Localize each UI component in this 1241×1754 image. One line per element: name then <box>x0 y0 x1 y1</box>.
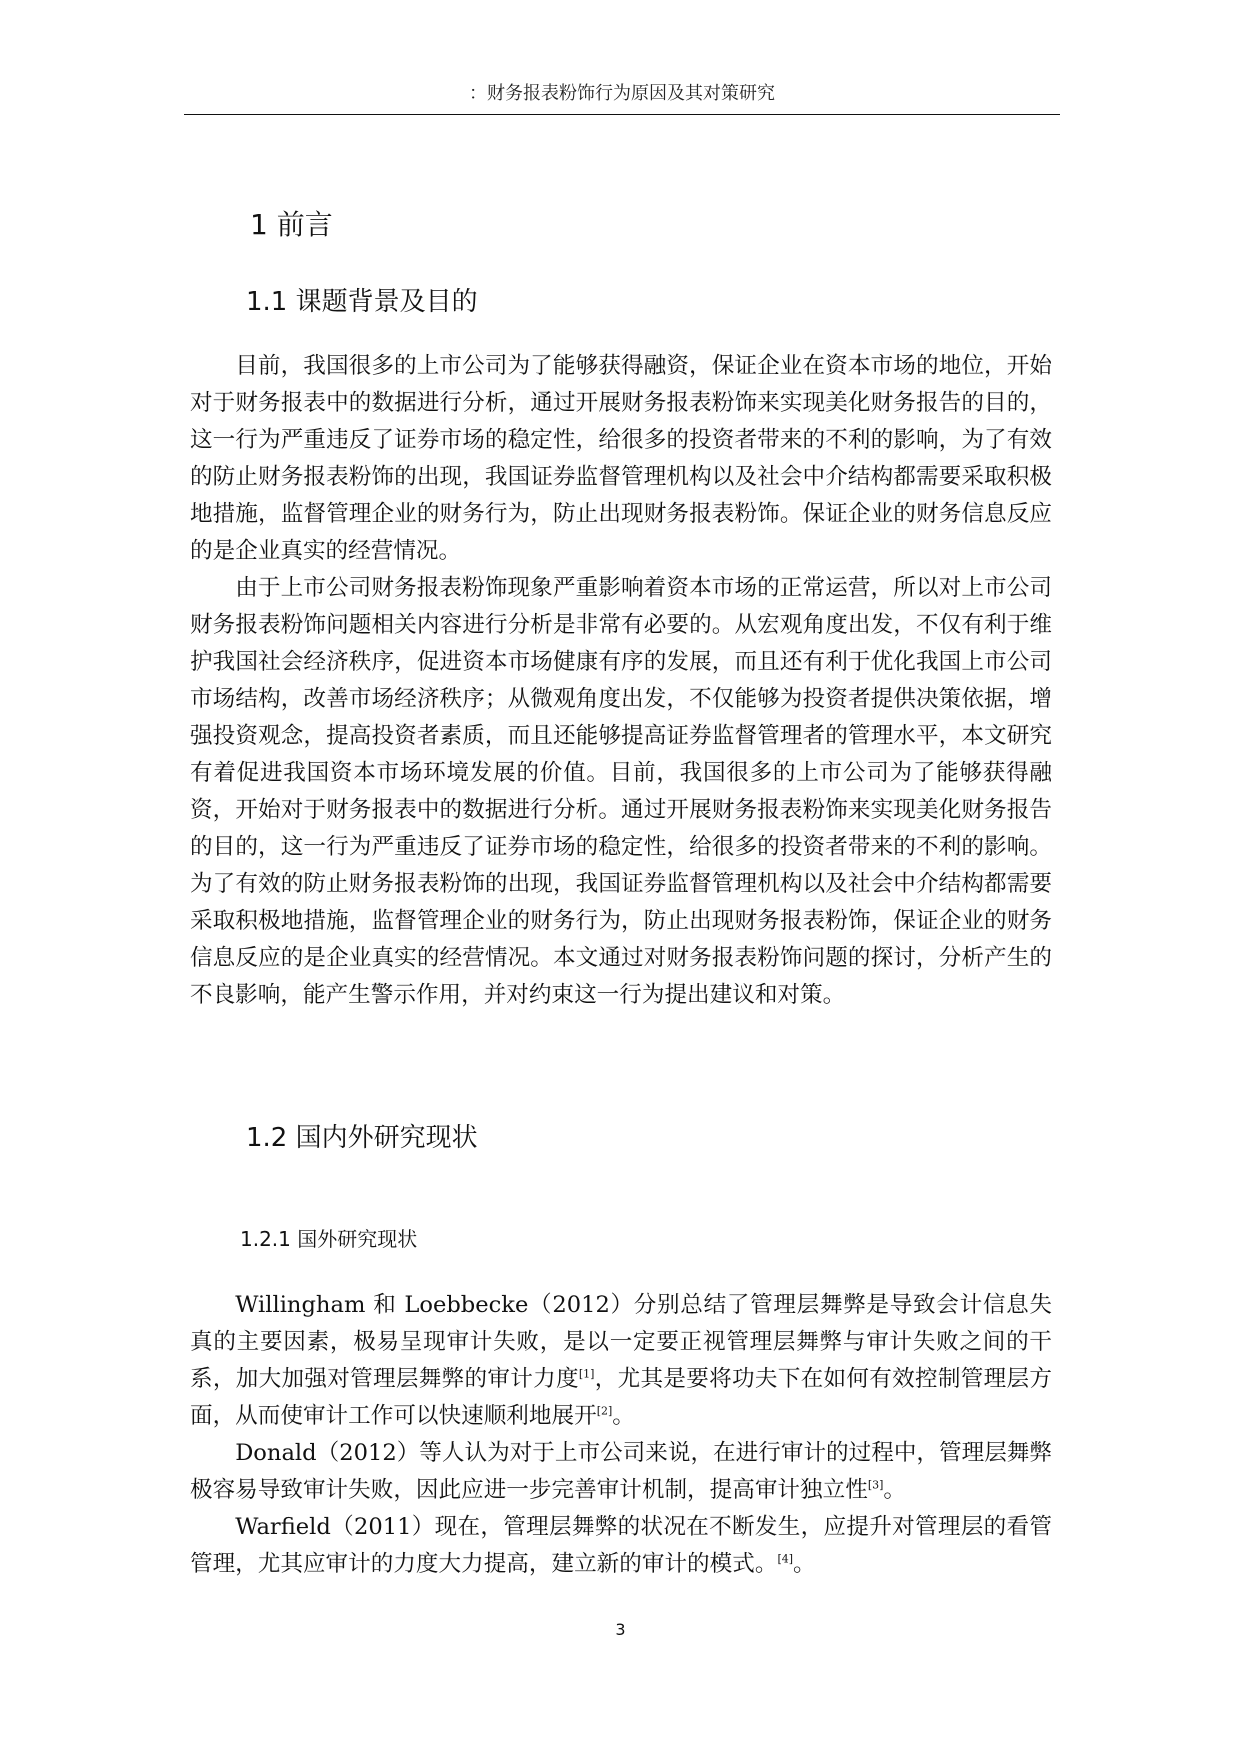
chapter-title: 1 前言 <box>250 208 333 241</box>
paragraph <box>190 1509 1052 1583</box>
paragraph: 目前，我国很多的上市公司为了能够获得融资，保证企业在资本市场的地位，开始对于财务报表中的数据进行分析，通过开展财务报表粉饰来实现美化财务报告的目的，这一行为严重违反了证券市场的稳定性，给很多的投资者带来的不利的影响，为了有效的防止财务报表粉饰的出现，我国证券监督管理机构以及社会中介结构都需要采取积极地措施，监督管理企业的财务行为，防止出现财务报表粉饰。保证企业的财务信息反应的是企业真实的经营情况。 <box>190 353 1052 564</box>
text: 。 <box>793 1551 816 1577</box>
page-number: 3 <box>615 1620 626 1639</box>
text: Donald（2012）等人认为对于上市公司来说，在进行审计的过程中，管理层舞弊极容易导致审计失败，因此应进一步完善审计机制，提高审计独立性 <box>190 1440 1052 1503</box>
paragraph <box>190 1435 1052 1509</box>
section-1-2-1-body <box>190 1287 1052 1583</box>
text: ，尤其是要将功夫下在如何有效控制管理层方面，从而使审计工作可以快速顺利地展开 <box>190 1366 1053 1429</box>
section-title-1-2: 1.2 国内外研究现状 <box>246 1123 478 1153</box>
section-title-1-1: 1.1 课题背景及目的 <box>246 287 478 317</box>
paragraph: 由于上市公司财务报表粉饰现象严重影响着资本市场的正常运营，所以对上市公司财务报表粉饰问题相关内容进行分析是非常有必要的。从宏观角度出发，不仅有利于维护我国社会经济秩序，促进资本市场健康有序的发展，而且还有利于优化我国上市公司市场结构，改善市场经济秩序；从微观角度出发，不仅能够为投资者提供决策依据，增强投资观念，提高投资者素质，而且还能够提高证券监督管理者的管理水平，本文研究有着促进我国资本市场环境发展的价值。目前，我国很多的上市公司为了能够获得融资，开始对于财务报表中的数据进行分析。通过开展财务报表粉饰来实现美化财务报告的目的，这一行为严重违反了证券市场的稳定性，给很多的投资者带来的不利的影响。为了有效的防止财务报表粉饰的出现，我国证券监督管理机构以及社会中介结构都需要采取积极地措施，监督管理企业的财务行为，防止出现财务报表粉饰，保证企业的财务信息反应的是企业真实的经营情况。本文通过对财务报表粉饰问题的探讨，分析产生的不良影响，能产生警示作用，并对约束这一行为提出建议和对策。 <box>190 575 1052 1008</box>
citation: [1] <box>578 1367 595 1381</box>
text: 。 <box>612 1403 635 1429</box>
paragraph <box>190 1287 1052 1435</box>
running-header: ：财务报表粉饰行为原因及其对策研究 <box>469 83 775 104</box>
section-1-1-body <box>190 348 1052 1014</box>
text: Willingham 和 Loebbecke（2012）分别总结了管理层舞弊是导致会计信息失真的主要因素，极易呈现审计失败，是以一定要正视管理层舞弊与审计失败之间的干系，加大加强对管理层舞弊的审计力度 <box>190 1292 1052 1392</box>
header-divider <box>184 114 1060 115</box>
subsection-title-1-2-1: 1.2.1 国外研究现状 <box>240 1227 418 1251</box>
citation: [2] <box>596 1404 613 1418</box>
text: Warfield（2011）现在，管理层舞弊的状况在不断发生，应提升对管理层的看管管理，尤其应审计的力度大力提高，建立新的审计的模式。 <box>190 1514 1052 1577</box>
text: 。 <box>883 1477 906 1503</box>
citation: [3] <box>867 1478 884 1492</box>
citation: [4] <box>777 1552 794 1566</box>
